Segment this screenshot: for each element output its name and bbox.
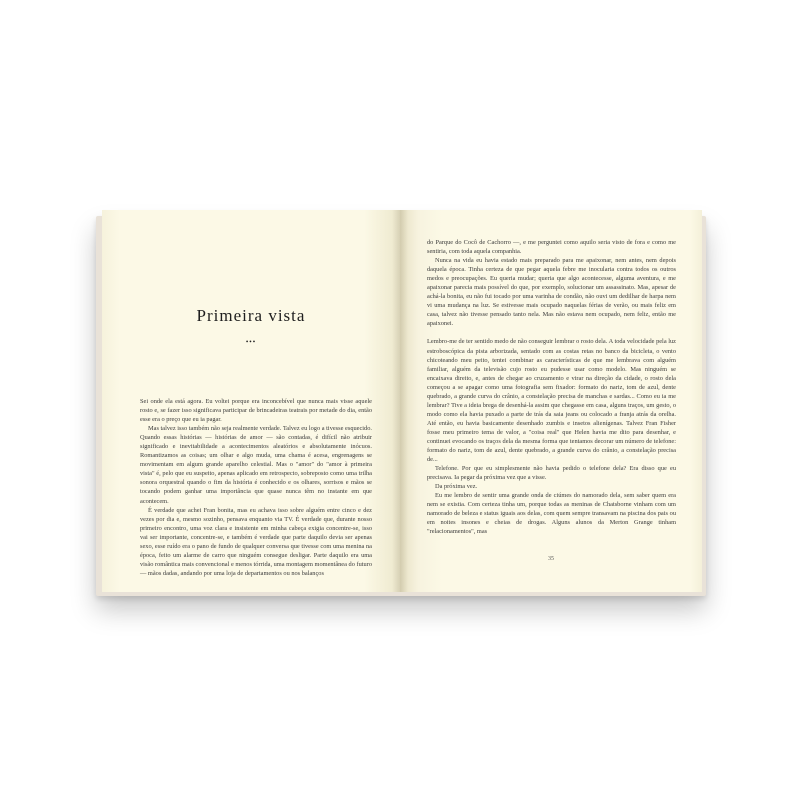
open-book xyxy=(92,210,710,594)
paragraph: Sei onde ela está agora. Eu voltei porque era inconcebível que nunca mais visse aquele rosto e, se fazer isso significava participar de brincadeiras teatrais por metade do dia, então esse era o preço que eu ia pagar. xyxy=(140,398,372,424)
paragraph: É verdade que achei Fran bonita, mas eu achava isso sobre alguém entre cinco e dez vezes por dia e, mesmo sozinho, pensava enquanto via TV. É verdade que, durante nosso primeiro encontro, uma voz clara e insistente em minha cabeça exigia concentre-se, isso vai ser importante, concentre-se, e também é verdade que parte daquilo devia ser apenas sexo, esse ruído era o pano de fundo de qualquer conversa que tivesse com uma menina na época, feito um alarme de carro que ninguém consegue desligar. Parte daquilo era uma visão romântica mais convencional e menos tórrida, uma montagem momentânea do futuro — mãos dadas, andando por uma loja de departamentos ou nos balanços xyxy=(140,506,372,577)
paragraph: Nunca na vida eu havia estado mais preparado para me apaixonar, nem antes, nem depois daquela época. Tinha certeza de que pegar aquela febre me inocularia contra todos os outros medos e preocupações. Eu queria mudar; queria que algo acontecesse, alguma aventura, e me apaixonar parecia mais possível do que, por exemplo, solucionar um assassinato. Mas, apesar de achá-la bonita, eu não fui tocado por uma varinha de condão, não ouvi um dedilhar de harpa nem vi uma mudança na luz. Se estivesse mais ocupado naquelas férias de verão, ou mais feliz em casa, talvez não tivesse pensado tanto nela. Mas não estava nem ocupado, nem feliz, então me apaixonei. xyxy=(427,257,676,328)
paragraph: Mas talvez isso também não seja realmente verdade. Talvez eu logo a tivesse esquecido. Quando essas histórias — histórias de amor — são contadas, é difícil não atribuir significado e inevitabilidade a acontecimentos aleatórios e absolutamente inócuos. Romantizamos as coisas; um olhar e algo muda, uma chama é acesa, engrenagens se movimentam em algum grande aparelho celestial. Mas o "amor" do "amor à primeira vista" é, pelo que eu suspeito, apenas aplicado em retrospecto, sobreposto como uma trilha sonora orquestral quando o fim da história é conhecido e os olhares, sorrisos e mãos se tocando podem ganhar uma importância que quase nunca têm no instante em que acontecem. xyxy=(140,425,372,505)
left-page-text xyxy=(140,397,372,578)
paragraph: Eu me lembro de sentir uma grande onda de ciúmes do namorado dela, sem saber quem era nem se existia. Com certeza tinha um, porque todas as meninas de Chatsborne vinham com um namorado de beleza e status iguais aos delas, com quem sempre transavam na piscina dos pais ou em noites insones e cheias de drogas. Alguns alunos da Merton Grange tinham "relacionamentos", mas xyxy=(427,492,676,536)
page-number: 35 xyxy=(548,556,554,562)
chapter-ornament: ••• xyxy=(245,338,257,346)
right-page xyxy=(400,210,702,592)
paragraph: Da próxima vez. xyxy=(435,483,478,491)
paragraph: Telefone. Por que eu simplesmente não havia pedido o telefone dela? Era disso que eu precisava. Ia pegar da próxima vez que a visse. xyxy=(427,465,676,482)
left-page xyxy=(102,210,400,592)
paragraph: do Parque do Cocô de Cachorro —, e me perguntei como aquilo seria visto de fora e como me sentiria, com toda aquela companhia. xyxy=(427,239,676,256)
right-page-text xyxy=(427,238,676,537)
chapter-title: Primeira vista xyxy=(196,306,306,325)
book-gutter xyxy=(392,210,408,592)
paragraph: Lembro-me de ter sentido medo de não conseguir lembrar o rosto dela. A toda velocidade pela luz estroboscópica da pista arborizada, sentado com as costas retas no banco da bicicleta, o vento chicoteando meu peito, tentei combinar as características de que me lembrava com alguém familiar, alguém da televisão cujo rosto eu pudesse usar como modelo. Mas ninguém se encaixava direito, e, antes de chegar ao cruzamento e virar na direção da cidade, o rosto dela começou a se apagar como uma fotografia sem fixador: formato do nariz, tom de azul, dente quebrado, a grande curva do crânio, a constelação precisa de manchas e sardas... Como eu ia me lembrar? Tive a ideia brega de desenhá-la assim que chegasse em casa, alguns traços, um gesto, o modo como ela havia puxado a parte de trás da saia jeans ou colocado a franja atrás da orelha. Até então, eu havia basicamente desenhado zumbis e insetos alienígenas. Talvez Fran Fisher fosse meu primeiro tema de valor, a "coisa real" que Helen havia me dito para desenhar, e continuei evocando os traços dela da mesma forma que tentamos decorar um número de telefone: formato do nariz, tom de azul, dente quebrado, a grande curva do crânio, a constelação precisa de... xyxy=(427,338,676,464)
